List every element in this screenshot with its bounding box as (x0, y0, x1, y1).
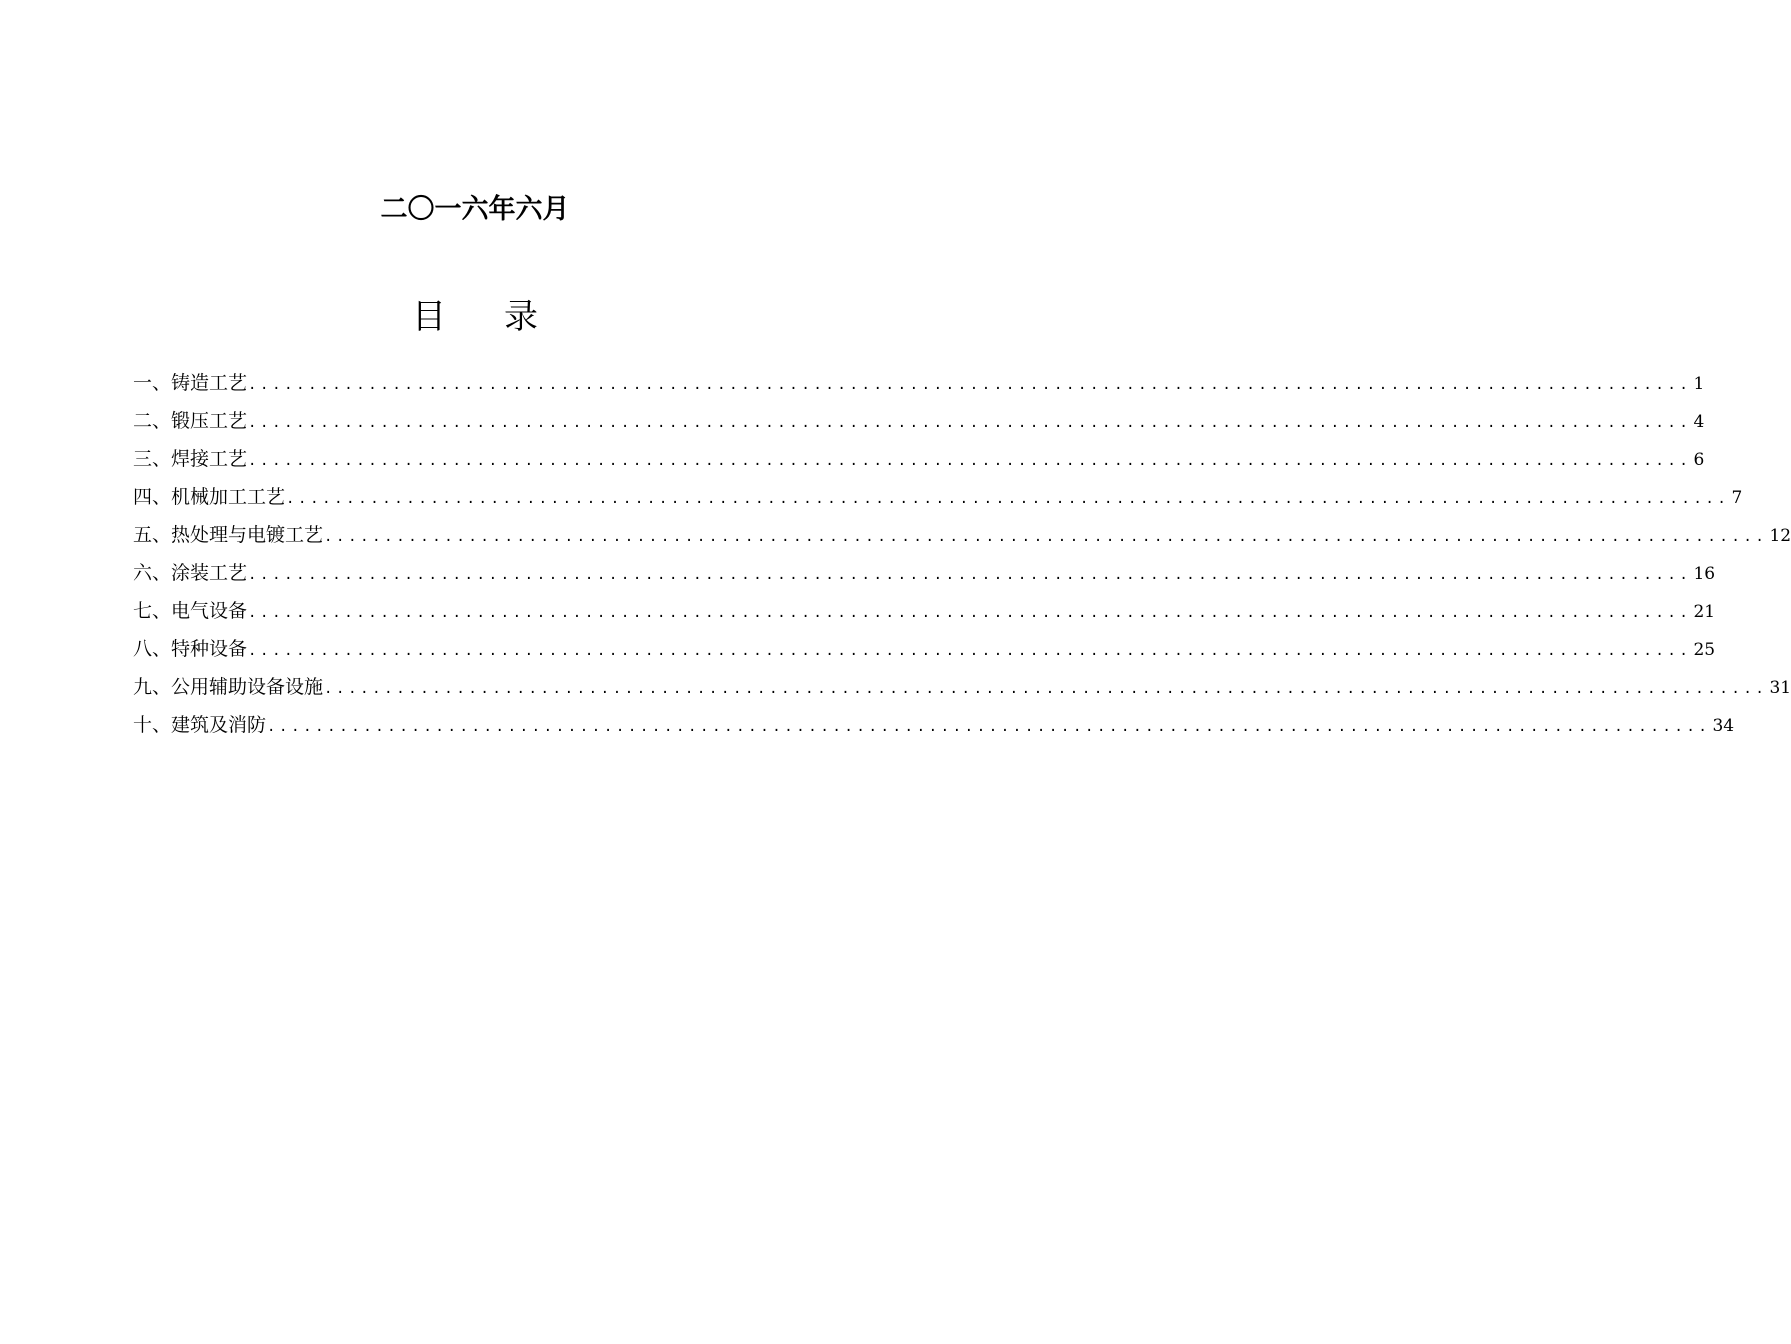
toc-entry-label: 一、铸造工艺 (133, 372, 248, 394)
toc-entry[interactable] (133, 442, 1705, 480)
toc-entry[interactable] (133, 518, 1791, 556)
toc-entry[interactable] (133, 556, 1716, 594)
document-date: 二〇一六年六月 (380, 194, 570, 225)
toc-entry-label: 十、建筑及消防 (133, 714, 267, 736)
toc-entry-label: 七、电气设备 (133, 600, 248, 622)
toc-dot-leader: ........................................................................................................................ (286, 491, 1730, 507)
toc-dot-leader: ........................................................................................................................ (248, 453, 1692, 469)
toc-entry-page: 12 (1769, 526, 1791, 546)
toc-entry-page: 7 (1731, 488, 1743, 508)
toc-entry-label: 五、热处理与电镀工艺 (133, 524, 324, 546)
toc-dot-leader: ........................................................................................................................ (267, 719, 1711, 735)
toc-entry-page: 4 (1693, 412, 1705, 432)
toc-entry-page: 16 (1693, 564, 1716, 584)
toc-entry[interactable] (133, 366, 1705, 404)
toc-dot-leader: ........................................................................................................................ (248, 605, 1692, 621)
table-of-contents (133, 366, 1791, 746)
toc-entry-page: 1 (1693, 374, 1705, 394)
toc-dot-leader: ........................................................................................................................ (248, 567, 1692, 583)
toc-title-char: 录 (504, 297, 538, 337)
toc-entry-label: 六、涂装工艺 (133, 562, 248, 584)
toc-dot-leader: ........................................................................................................................ (248, 377, 1692, 393)
toc-entry-page: 31 (1769, 678, 1791, 698)
toc-title-char: 目 (412, 297, 446, 337)
toc-entry-label: 四、机械加工工艺 (133, 486, 286, 508)
toc-dot-leader: ........................................................................................................................ (248, 415, 1692, 431)
toc-entry-label: 三、焊接工艺 (133, 448, 248, 470)
toc-entry[interactable] (133, 708, 1735, 746)
toc-entry-page: 21 (1693, 602, 1716, 622)
toc-title (0, 292, 950, 342)
toc-entry-page: 25 (1693, 640, 1716, 660)
toc-entry[interactable] (133, 632, 1716, 670)
toc-entry-label: 九、公用辅助设备设施 (133, 676, 324, 698)
toc-entry-page: 34 (1712, 716, 1735, 736)
toc-entry[interactable] (133, 594, 1716, 632)
toc-dot-leader: ........................................................................................................................ (324, 529, 1768, 545)
toc-entry-label: 八、特种设备 (133, 638, 248, 660)
toc-dot-leader: ........................................................................................................................ (324, 681, 1768, 697)
toc-dot-leader: ........................................................................................................................ (248, 643, 1692, 659)
toc-entry[interactable] (133, 670, 1791, 708)
toc-entry-page: 6 (1693, 450, 1705, 470)
toc-entry[interactable] (133, 480, 1743, 518)
toc-entry-label: 二、锻压工艺 (133, 410, 248, 432)
toc-entry[interactable] (133, 404, 1705, 442)
